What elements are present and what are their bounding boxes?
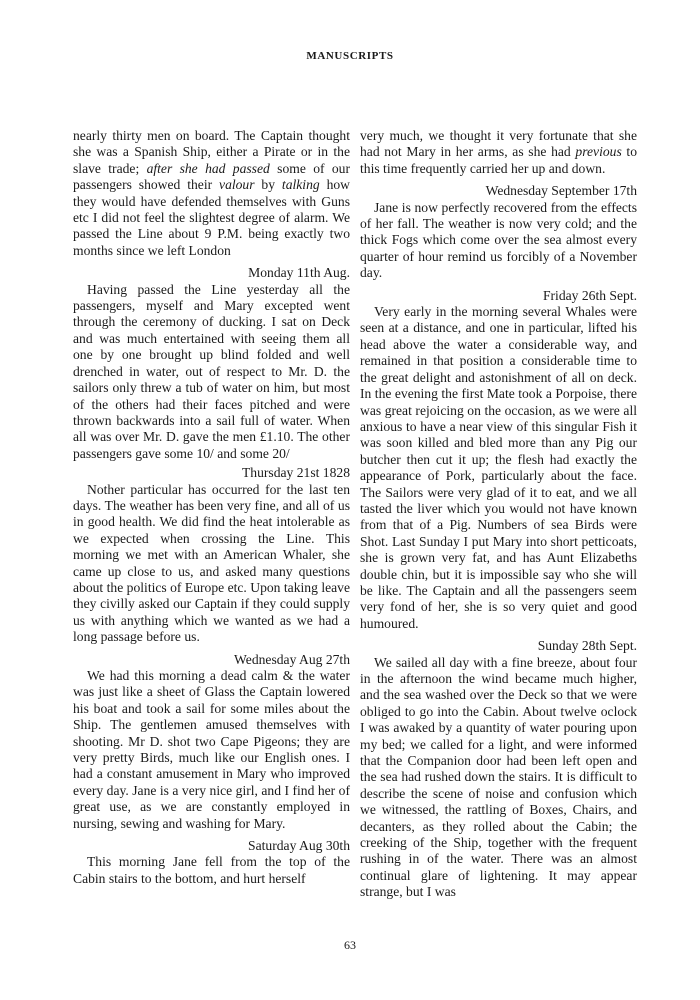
running-header: MANUSCRIPTS (306, 50, 394, 62)
paragraph: Nother particular has occurred for the last ten days. The weather has been very fine, and all of us in good health. We did find the heat intolerable as we expected when crossing the Line. This morning we met with an American Whaler, she came up close to us, and asked many questions about the politics of Europe etc. Upon taking leave they civilly asked our Captain if they could supply us with anything which we wanted as we had a long passage before us. (73, 481, 350, 645)
paragraph: This morning Jane fell from the top of the Cabin stairs to the bottom, and hurt herself (73, 854, 350, 886)
right-column (360, 128, 637, 901)
entry-date: Thursday 21st 1828 (242, 465, 350, 481)
paragraph: We had this morning a dead calm & the water was just like a sheet of Glass the Captain lowered his boat and took a sail for some miles about the Ship. The gentlemen amused themselves with shooting. Mr D. shot two Cape Pigeons; they are very pretty Birds, much like our English ones. I had a constant amusement in Mary who improved every day. Jane is a very nice girl, and I find her of great use, as we are constantly employed in nursing, sewing and washing for Mary. (73, 668, 350, 831)
paragraph: We sailed all day with a fine breeze, about four in the afternoon the wind became much higher, and the sea washed over the Deck so that we were obliged to go into the Cabin. About twelve oclock I was awaked by a quantity of water pouring upon my bed; we called for a light, and were informed that the Companion door had been left open and the sea had rushed down the stairs. It is difficult to describe the scene of noise and confusion which we witnessed, the rattling of Boxes, Chairs, and decanters, as they rolled about the Cabin; the creeking of the Ship, together with the frequent rushing in of the water. There was an almost continual glare of lightening. It may appear strange, but I was (360, 654, 637, 900)
italic-text: after she had passed (146, 160, 270, 176)
paragraph: Having passed the Line yesterday all the passengers, myself and Mary excepted went through the ceremony of ducking. I sat on Deck and was much entertained with seeing them all one by one brought up blind folded and well drenched in water, out of respect to Mr. D. the sailors only threw a tub of water on him, but most of the others had their faces pitched and were thrown backwards into a sail full of water. When all was over Mr. D. gave the men £1.10. The other passengers gave some 10/ and some 20/ (73, 281, 350, 461)
page-number: 63 (344, 938, 356, 952)
entry-date: Friday 26th Sept. (542, 287, 637, 303)
paragraph: very much, we thought it very fortunate that she had not Mary in her arms, as she had previous to this time frequently carried her up and down. (360, 128, 637, 176)
italic-text: previous (575, 144, 622, 160)
entry-date: Wednesday Aug 27th (234, 651, 350, 667)
entry-date: Sunday 28th Sept. (537, 638, 637, 654)
italic-text: talking (281, 177, 320, 193)
paragraph: nearly thirty men on board. The Captain thought she was a Spanish Ship, either a Pirate or in the slave trade; after she had passed some of our passengers showed their valour by talking how they would have defended themselves with Guns etc I did not feel the slightest degree of alarm. We passed the Line about 9 P.M. being exactly two months since we left London (73, 128, 350, 258)
paragraph: Very early in the morning several Whales were seen at a distance, and one in particular, lifted his head above the water a considerable way, and remained in that position a considerable time to the great delight and astonishment of all on deck. In the evening the first Mate took a Porpoise, there was great rejoicing on the occasion, as we were all anxious to have a near view of this singular Fish it was soon killed and bled more than any Pig our butcher then cut it up; the flesh had exactly the appearance of Pork, particularly about the face. The Sailors were very glad of it to eat, and we all tasted the liver which you would not have known from that of a Pig. Numbers of sea Birds were Shot. Last Sunday I put Mary into short petticoats, she is grown very fat, and has Aunt Elizabeths double chin, but it is impossible say who she will be like. The Captain and all the passengers seem very fond of her, she is so very quiet and good humoured. (360, 304, 637, 631)
entry-date: Monday 11th Aug. (248, 265, 350, 281)
paragraph: Jane is now perfectly recovered from the effects of her fall. The weather is now very cold; and the thick Fogs which come over the sea almost every quarter of hour remind us forcibly of a November day. (360, 199, 637, 281)
entry-date: Wednesday September 17th (485, 183, 637, 199)
italic-text: valour (219, 177, 255, 193)
entry-date: Saturday Aug 30th (248, 838, 350, 854)
left-column (73, 128, 350, 887)
